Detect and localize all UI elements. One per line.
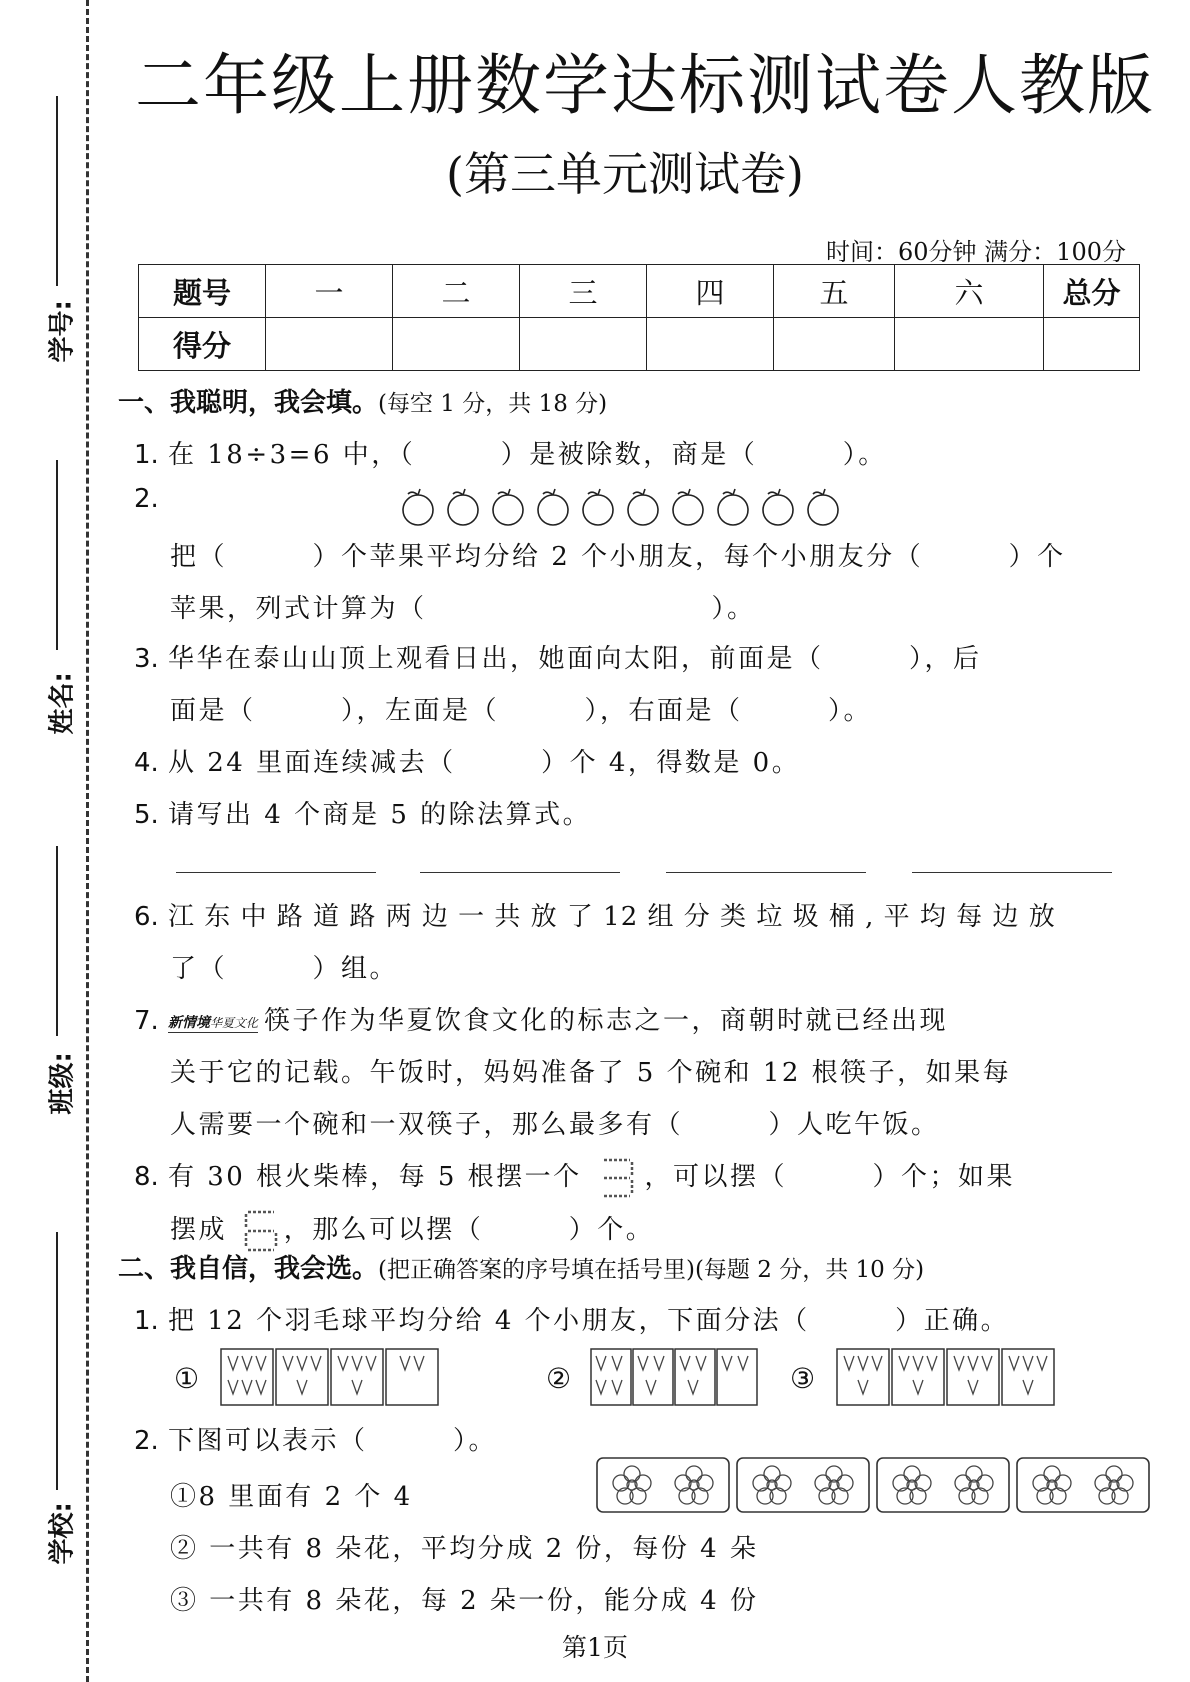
cut-line [86,0,89,1682]
shuttlecock-group-option-3[interactable] [836,1348,1056,1406]
shuttlecock-group-option-1[interactable] [220,1348,440,1406]
score-table-header-row [139,265,1140,318]
q-number: 2. [134,484,159,514]
section1-note: (每空 1 分，共 18 分) [378,391,608,417]
shuttlecock-icon [400,1356,424,1370]
s2-q2 [134,1420,497,1457]
section2-title: 二、我自信，我会选。 [118,1254,379,1284]
school-line[interactable] [56,1232,58,1490]
flower-icon [613,1466,651,1504]
name-field[interactable] [40,460,80,760]
q-number: 6. [134,902,159,932]
score-input-cell[interactable] [1044,318,1140,371]
shuttlecock-icon [680,1356,706,1394]
q-text: 筷子作为华夏饮食文化的标志之一，商朝时就已经出现 [264,1006,949,1036]
shuttlecock-icon [899,1356,937,1394]
page-subtitle: (第三单元测试卷) [446,147,804,201]
score-cell: 六 [895,265,1044,318]
class-line[interactable] [56,846,58,1036]
school-field[interactable] [40,1232,80,1565]
tag-sub: 华夏文化 [210,1015,259,1030]
apple-icon [808,489,838,525]
q-number: 2. [134,1426,159,1456]
name-line[interactable] [56,460,58,650]
q-number: 5. [134,800,159,830]
flower-icon [675,1466,713,1504]
shuttlecock-icon [844,1356,882,1394]
q-text: 摆成 [170,1215,228,1245]
q-text: ，那么可以摆（ ）个。 [283,1215,655,1245]
score-row-label: 得分 [139,318,266,371]
q-text: ，可以摆（ ）个；如果 [644,1162,1015,1192]
flower-icon [955,1466,993,1504]
apple-icon [583,489,613,525]
shuttlecock-icon [954,1356,992,1394]
apple-icon [403,489,433,525]
score-table [138,264,1140,371]
shuttlecock-icon [1009,1356,1047,1394]
score-cell: 四 [647,265,774,318]
q-number: 1. [134,1306,159,1336]
student-id-label: 学号: [47,300,78,363]
flower-icon [815,1466,853,1504]
name-label: 姓名: [47,672,78,735]
q-text: 下图可以表示（ ）。 [168,1426,498,1456]
s1-q3-line2: 面是（ ），左面是（ ），右面是（ ）。 [170,696,873,726]
shuttlecock-icon [638,1356,664,1394]
s1-q8 [134,1156,1015,1200]
s2-q1-option-1[interactable]: ① [174,1362,200,1395]
matchstick-three-icon [598,1156,638,1200]
tag-main: 新情境 [168,1014,210,1031]
apple-icon [628,489,658,525]
s1-q2 [134,484,168,514]
page-title: 二年级上册数学达标测试卷人教版 [135,47,1155,124]
shuttlecock-icon [228,1356,266,1394]
apple-icon [493,489,523,525]
s2-q1-option-2[interactable]: ② [546,1362,572,1395]
s1-q4 [134,742,800,779]
flower-icon [1095,1466,1133,1504]
q-text: 有 30 根火柴棒，每 5 根摆一个 [168,1162,582,1192]
q-number: 7. [134,1006,159,1036]
s1-q7 [134,1000,948,1037]
section1-heading [118,382,607,419]
answer-line[interactable] [176,872,376,873]
shuttlecock-icon [283,1356,321,1394]
new-context-tag [168,1012,258,1033]
apple-icon [763,489,793,525]
class-field[interactable] [40,846,80,1146]
score-input-cell[interactable] [520,318,647,371]
shuttlecock-icon [338,1356,376,1394]
flower-icon [893,1466,931,1504]
page-number: 第1页 [562,1633,628,1662]
s1-q1 [134,434,887,471]
s1-q5 [134,794,591,831]
shuttlecock-icon [596,1356,622,1394]
flower-icon [753,1466,791,1504]
s2-q2-option-2[interactable]: ② 一共有 8 朵花，平均分成 2 份，每份 4 朵 [170,1534,759,1564]
answer-line[interactable] [912,872,1112,873]
s1-q3 [134,638,982,675]
score-cell: 三 [520,265,647,318]
section2-note: (把正确答案的序号填在括号里)(每题 2 分，共 10 分) [378,1257,925,1283]
apple-icon [673,489,703,525]
q-text: 华华在泰山山顶上观看日出，她面向太阳，前面是（ ），后 [168,644,982,674]
s2-q2-option-3[interactable]: ③ 一共有 8 朵花，每 2 朵一份，能分成 4 份 [170,1586,759,1616]
score-cell: 总分 [1044,265,1140,318]
s1-q6-line2: 了（ ）组。 [170,954,399,984]
apple-icon [538,489,568,525]
q-number: 4. [134,748,159,778]
answer-line[interactable] [420,872,620,873]
apples-illustration [398,486,858,530]
s1-q6 [134,896,1056,933]
score-input-cell[interactable] [774,318,895,371]
section1-title: 一、我聪明，我会填。 [118,388,379,418]
school-label: 学校: [47,1502,78,1565]
s1-q2-line1: 把（ ）个苹果平均分给 2 个小朋友，每个小朋友分（ ）个 [170,542,1066,572]
flower-icon [1033,1466,1071,1504]
q-text: 在 18÷3=6 中，（ ）是被除数，商是（ ）。 [168,440,887,470]
q-number: 3. [134,644,159,674]
time-info: 时间：60分钟 满分：100分 [826,238,1126,266]
score-cell: 题号 [139,265,266,318]
q-number: 1. [134,440,159,470]
class-label: 班级: [47,1052,78,1115]
score-cell: 一 [266,265,393,318]
q-text: 把 12 个羽毛球平均分给 4 个小朋友，下面分法（ ）正确。 [168,1306,1010,1336]
score-input-cell[interactable] [393,318,520,371]
score-input-cell[interactable] [647,318,774,371]
q-text: 请写出 4 个商是 5 的除法算式。 [168,800,592,830]
s1-q2-line2: 苹果，列式计算为（ ）。 [170,594,756,624]
section2-heading [118,1248,924,1285]
s2-q1-option-3[interactable]: ③ [790,1362,816,1395]
score-input-cell[interactable] [895,318,1044,371]
shuttlecock-group-option-2[interactable] [590,1348,758,1406]
score-cell: 五 [774,265,895,318]
score-input-cell[interactable] [266,318,393,371]
flowers-illustration [596,1456,1152,1514]
answer-line[interactable] [666,872,866,873]
s2-q1 [134,1300,1009,1337]
score-cell: 二 [393,265,520,318]
s1-q7-line3: 人需要一个碗和一双筷子，那么最多有（ ）人吃午饭。 [170,1110,940,1140]
apple-icon [448,489,478,525]
q-number: 8. [134,1162,159,1192]
s1-q7-line2: 关于它的记载。午饭时，妈妈准备了 5 个碗和 12 根筷子，如果每 [170,1058,1012,1088]
q-text: 江 东 中 路 道 路 两 边 一 共 放 了 12 组 分 类 垃 圾 桶 , 平 均 每 边 放 [168,902,1056,932]
apple-icon [718,489,748,525]
s2-q2-option-1[interactable]: ①8 里面有 2 个 4 [170,1482,413,1512]
score-table-score-row [139,318,1140,371]
q-text: 从 24 里面连续减去（ ）个 4，得数是 0。 [168,748,801,778]
shuttlecock-icon [722,1356,748,1370]
